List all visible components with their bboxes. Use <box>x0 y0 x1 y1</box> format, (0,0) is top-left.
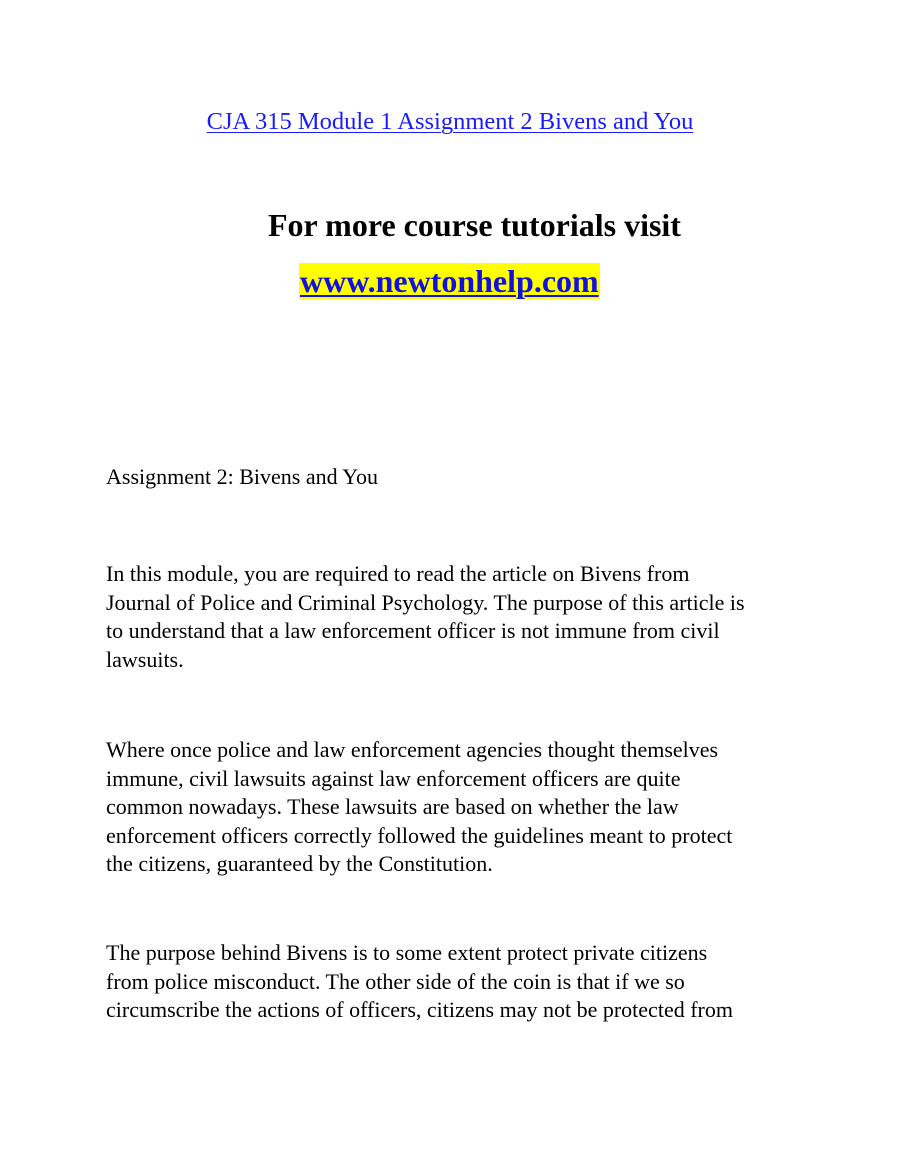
promo-heading: For more course tutorials visit <box>268 207 681 243</box>
paragraph-line: immune, civil lawsuits against law enforcement officers are quite <box>106 765 681 791</box>
paragraph-line: Journal of Police and Criminal Psychology. The purpose of this article is <box>106 589 745 615</box>
paragraph-line: In this module, you are required to read the article on Bivens from <box>106 561 690 586</box>
promo-website-link[interactable]: www.newtonhelp.com <box>300 263 599 299</box>
title-link[interactable]: CJA 315 Module 1 Assignment 2 Bivens and You <box>206 108 694 135</box>
paragraph-3 <box>106 939 826 1025</box>
paragraph-1 <box>106 560 826 674</box>
paragraph-line: common nowadays. These lawsuits are based on whether the law <box>106 794 679 819</box>
paragraph-line: enforcement officers correctly followed the guidelines meant to protect <box>106 822 733 848</box>
paragraph-line: to understand that a law enforcement officer is not immune from civil <box>106 618 720 643</box>
paragraph-line: the citizens, guaranteed by the Constitution. <box>106 851 493 876</box>
paragraph-line: from police misconduct. The other side of the coin is that if we so <box>106 968 685 994</box>
document-title <box>0 106 900 138</box>
paragraph-line: The purpose behind Bivens is to some extent protect private citizens <box>106 940 708 965</box>
paragraph-line: lawsuits. <box>106 646 184 672</box>
paragraph-2 <box>106 736 826 879</box>
section-heading: Assignment 2: Bivens and You <box>106 464 378 489</box>
promo-link-container <box>299 263 600 306</box>
paragraph-line: circumscribe the actions of officers, citizens may not be protected from <box>106 997 733 1022</box>
paragraph-line: Where once police and law enforcement agencies thought themselves <box>106 737 719 762</box>
